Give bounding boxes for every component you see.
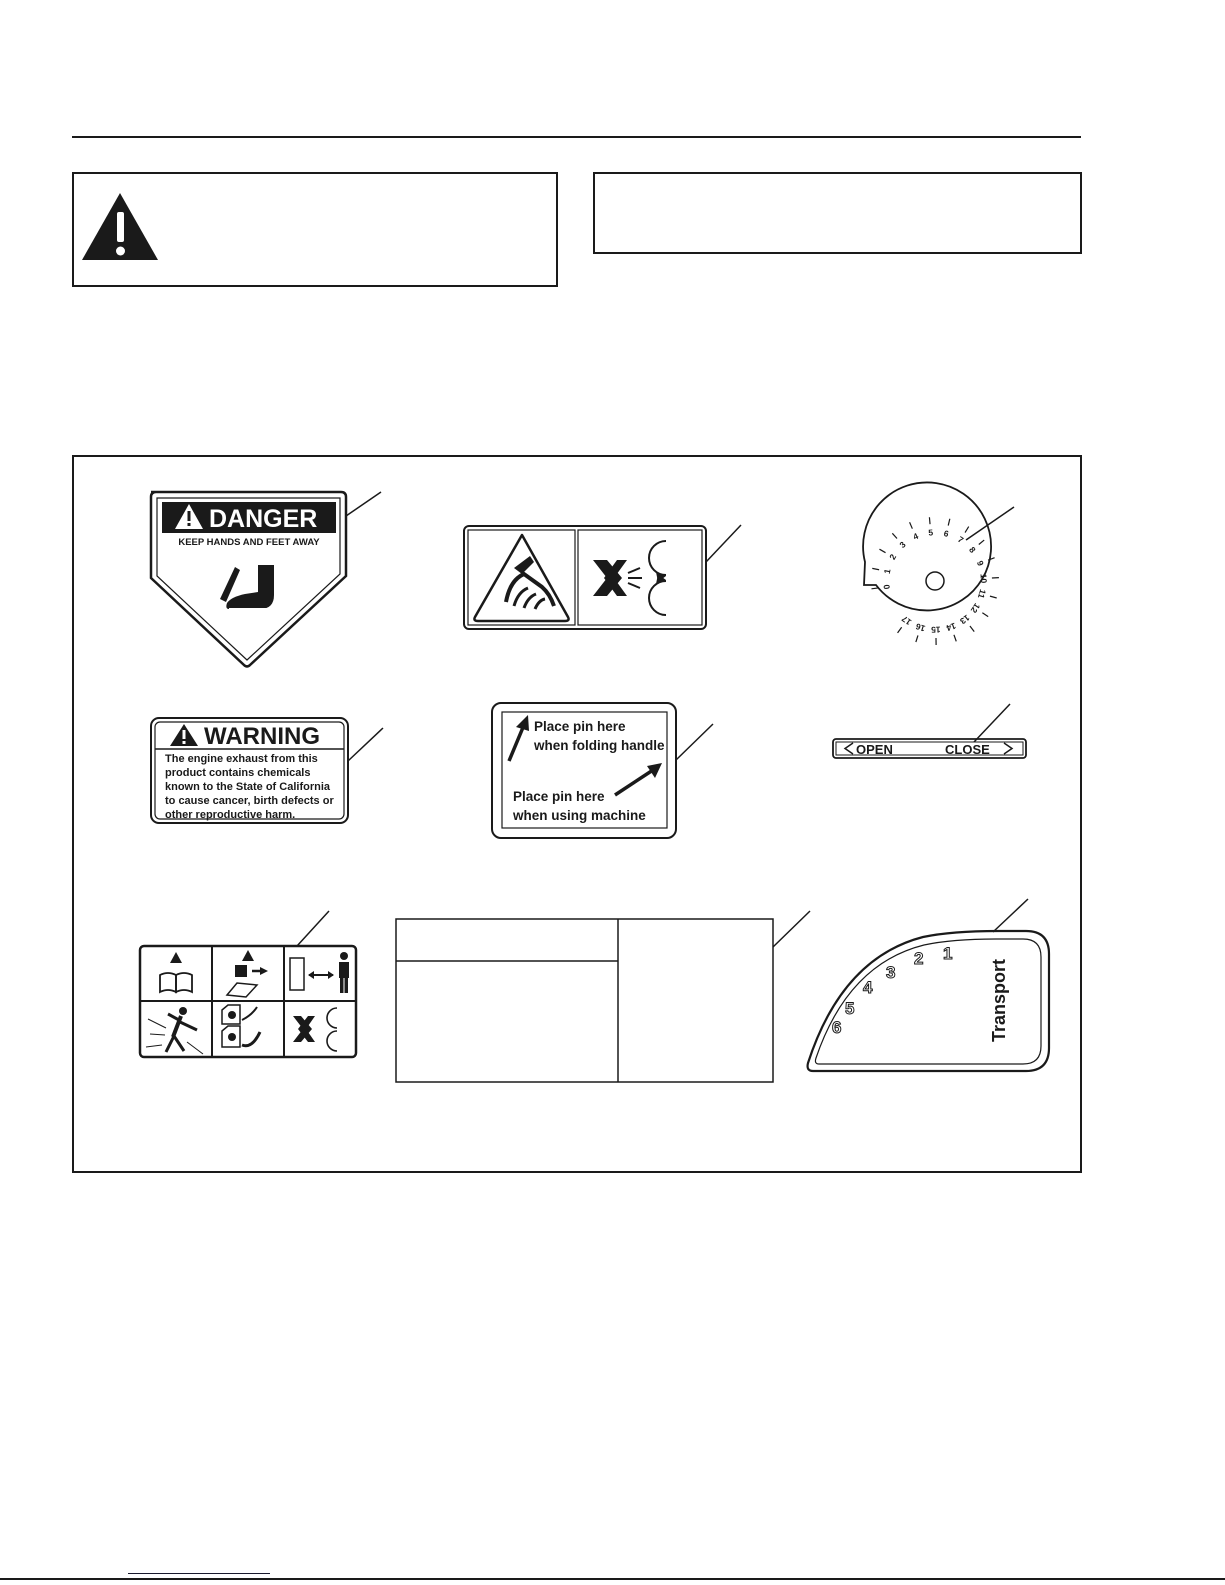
depth-dial-hole xyxy=(926,572,944,590)
depth-dial-tick xyxy=(910,522,913,528)
choke-decal xyxy=(833,704,1026,758)
caution-triangle-icon xyxy=(74,174,560,289)
arrow-diagonal-icon xyxy=(615,763,662,795)
depth-dial-number: 1 xyxy=(881,568,893,575)
depth-dial-tick xyxy=(982,613,988,617)
pin-top-line-2: when folding handle xyxy=(534,738,665,753)
depth-dial-tick xyxy=(871,588,878,589)
depth-dial-number: 8 xyxy=(967,544,978,555)
pin-top-line-1: Place pin here xyxy=(534,719,626,734)
depth-dial-tick xyxy=(979,540,984,544)
speed-3: 3 xyxy=(886,963,896,982)
depth-dial-number: 4 xyxy=(911,530,920,542)
warning-line-1: The engine exhaust from this xyxy=(165,753,318,765)
depth-dial-number: 17 xyxy=(899,613,914,628)
warning-line-4: to cause cancer, birth defects or xyxy=(165,795,334,807)
depth-dial-number: 2 xyxy=(887,552,899,562)
depth-dial-tick xyxy=(872,568,879,569)
thrown-objects-icon xyxy=(146,1007,203,1054)
choke-open-label: OPEN xyxy=(856,742,893,757)
depth-dial-number: 6 xyxy=(942,528,950,539)
danger-header: DANGER xyxy=(209,505,318,533)
pin-bottom-line-2: when using machine xyxy=(513,808,646,823)
depth-dial-number: 12 xyxy=(968,601,983,615)
depth-dial-number: 15 xyxy=(931,624,941,635)
speed-5: 5 xyxy=(845,999,855,1018)
warning-decal xyxy=(151,718,383,823)
depth-dial-tick xyxy=(916,635,918,642)
speed-6: 6 xyxy=(832,1018,842,1037)
blank-table-decal xyxy=(396,911,810,1082)
depth-dial-number: 3 xyxy=(897,539,908,550)
warning-line-5: other reproductive harm. xyxy=(165,809,296,821)
warning-line-3: known to the State of California xyxy=(165,781,331,793)
header-rule xyxy=(72,136,1081,138)
depth-dial-tick xyxy=(929,517,930,524)
depth-dial-number: 9 xyxy=(974,559,986,568)
depth-dial-tick xyxy=(892,533,897,538)
depth-dial-number: 0 xyxy=(881,583,892,590)
depth-dial-number: 11 xyxy=(975,588,989,600)
depth-dial-number: 10 xyxy=(978,573,989,584)
pin-placement-decal xyxy=(492,703,713,838)
caution-box xyxy=(72,172,558,287)
depth-dial-tick xyxy=(898,627,902,633)
warning-line-2: product contains chemicals xyxy=(165,767,311,779)
decal-panel xyxy=(72,455,1082,1173)
pin-bottom-line-1: Place pin here xyxy=(513,789,605,804)
keep-distance-icon xyxy=(290,952,349,993)
warning-triangle-icon xyxy=(170,724,198,746)
depth-dial-decal xyxy=(863,482,1014,645)
depth-dial-tick xyxy=(965,527,969,533)
depth-dial-number: 5 xyxy=(927,527,934,538)
depth-dial-tick xyxy=(990,596,997,598)
speed-decal xyxy=(808,899,1049,1071)
hand-crush-icon xyxy=(474,535,568,621)
speed-transport-label: Transport xyxy=(989,958,1009,1042)
blade-hazard-icon xyxy=(222,1005,260,1047)
rotating-parts-icon xyxy=(593,541,666,615)
warning-header: WARNING xyxy=(204,723,320,750)
note-box xyxy=(593,172,1082,254)
speed-1: 1 xyxy=(943,944,953,963)
speed-2: 2 xyxy=(914,949,924,968)
speed-4: 4 xyxy=(863,978,873,997)
safety-pictogram-decal xyxy=(140,911,356,1057)
depth-dial-number: 16 xyxy=(914,621,927,634)
depth-dial-labels xyxy=(881,527,989,635)
rotating-parts-small-icon xyxy=(293,1008,337,1051)
hand-foot-hazard-icon xyxy=(220,565,274,611)
depth-dial-tick xyxy=(954,635,956,642)
close-arrow-icon xyxy=(1004,743,1012,754)
choke-close-label: CLOSE xyxy=(945,742,990,757)
depth-dial-number: 13 xyxy=(958,612,972,627)
depth-dial-number: 7 xyxy=(956,534,966,546)
decal-illustrations xyxy=(74,457,1080,1171)
danger-decal xyxy=(151,492,381,667)
depth-dial-tick xyxy=(948,519,950,526)
open-arrow-icon xyxy=(845,743,853,754)
hand-crush-decal xyxy=(464,525,741,629)
depth-dial-tick xyxy=(970,626,974,632)
footer-link-underline[interactable] xyxy=(128,1573,270,1574)
depth-dial-number: 14 xyxy=(945,620,958,634)
danger-subheader: KEEP HANDS AND FEET AWAY xyxy=(178,537,320,548)
operator-manual-icon xyxy=(160,952,192,992)
footer-rule xyxy=(0,1578,1225,1580)
depth-dial-tick xyxy=(879,549,885,552)
remove-key-icon xyxy=(227,950,268,997)
arrow-up-icon xyxy=(509,715,529,761)
